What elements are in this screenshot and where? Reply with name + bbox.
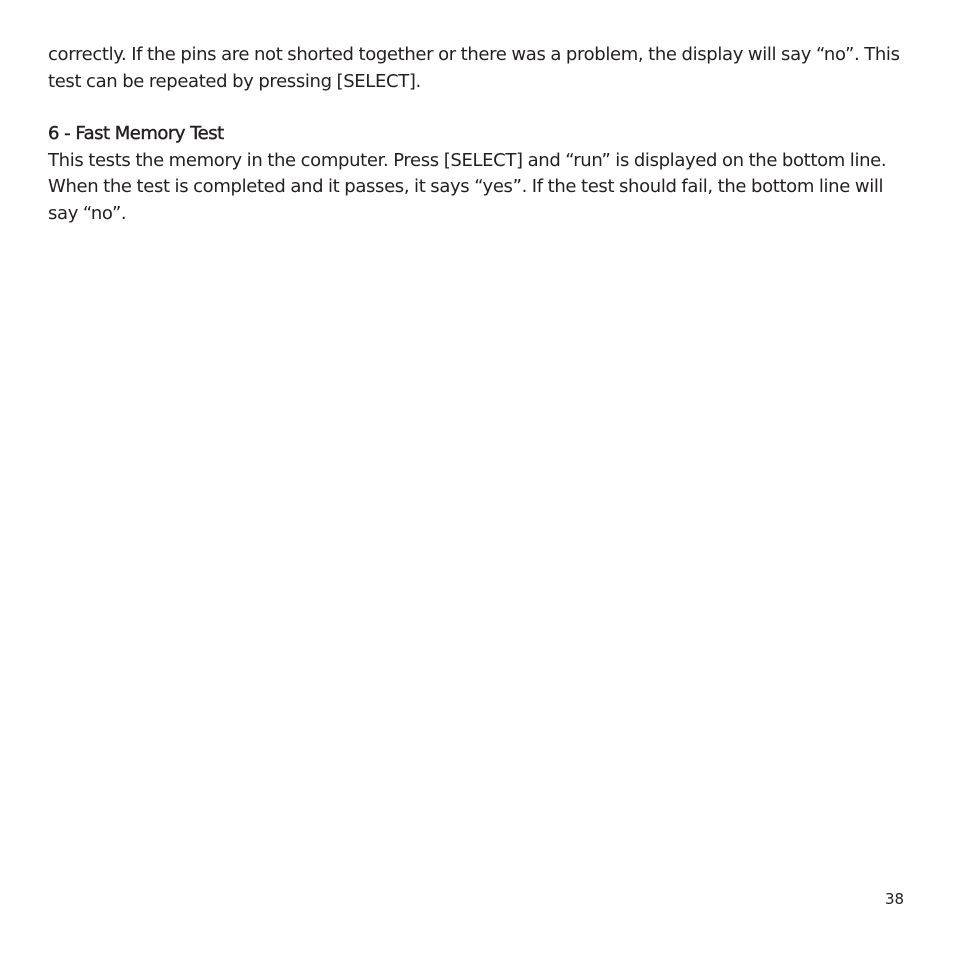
- continuation-paragraph: correctly. If the pins are not shorted together or there was a problem, the display will say “no”. This test can be repeated by pressing [SELECT].: [48, 44, 900, 92]
- section-fast-memory-test: [48, 121, 918, 227]
- page-content: [48, 42, 918, 227]
- section-heading: 6 - Fast Memory Test: [48, 123, 224, 144]
- page-number: 38: [885, 890, 905, 908]
- section-body: This tests the memory in the computer. Press [SELECT] and “run” is displayed on the bottom line. When the test is completed and it passes, it says “yes”. If the test should fail, the bottom line will say “no”.: [48, 149, 887, 224]
